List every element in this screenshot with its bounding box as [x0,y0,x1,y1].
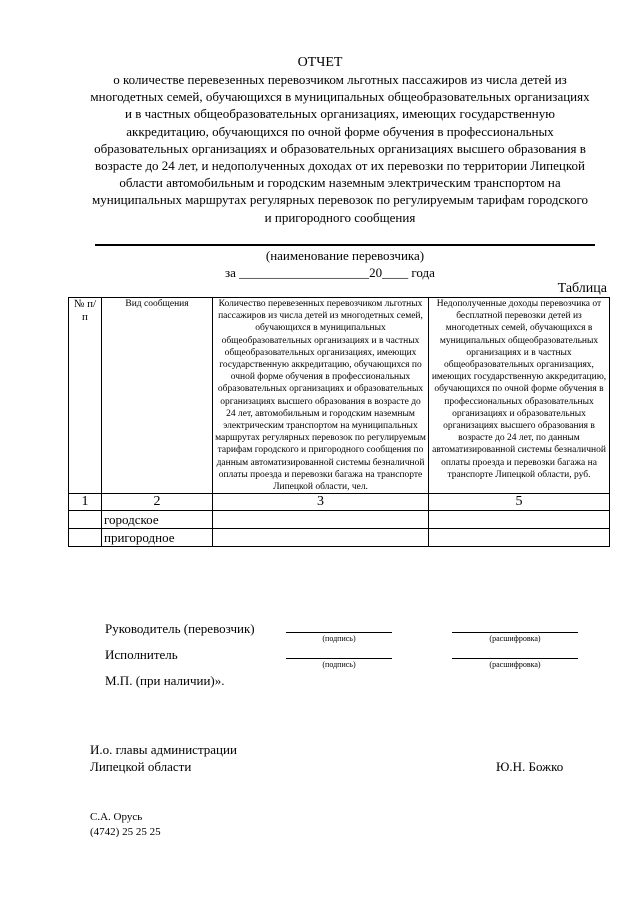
head-decode-caption: (расшифровка) [489,634,541,643]
row-income [429,511,610,529]
row-type: пригородное [102,529,213,547]
head-signature-line [286,632,392,633]
index-cell: 1 [69,494,102,511]
executor-decode-caption: (расшифровка) [489,660,541,669]
row-count [213,529,429,547]
report-table [68,297,610,547]
row-num [69,529,102,547]
acting-name: Ю.Н. Божко [496,759,564,774]
header-income: Недополученные доходы перевозчика от бесплатной перевозки детей из многодетных семей, обучающихся в муниципальных общеобразовательных организациях и в частных общеобразовательных организациях, имеющих государственную аккредитацию, обучающихся по очной форме обучения в профессиональных образовательных организациях и образовательных организациях высшего образования в возрасте до 24 лет, по данным автоматизированной системы безналичной оплаты проезда и перевозки багажа на транспорте Липецкой области, руб. [429,298,610,494]
acting-title-line2: Липецкой области [90,759,192,774]
index-cell: 3 [213,494,429,511]
index-cell: 2 [102,494,213,511]
table-row [69,529,610,547]
row-income [429,529,610,547]
acting-title-line1: И.о. главы администрации [90,742,237,757]
table-index-row [69,494,610,511]
row-num [69,511,102,529]
carrier-caption: (наименование перевозчика) [265,248,425,263]
period-line: за ____________________20____ года [225,265,435,280]
document-title: ОТЧЕТ [297,55,343,70]
executor-signature-caption: (подпись) [322,660,356,669]
head-decode-line [452,632,578,633]
table-label: Таблица [557,281,607,296]
carrier-name-line [95,244,595,246]
document-subtitle: о количестве перевезенных перевозчиком льготных пассажиров из числа детей из многодетных семей, обучающихся в муниципальных общеобразовательных организациях и в частных общеобразовательных организациях, имеющих государственную аккредитацию, обучающихся по очной форме обучения в профессиональных образовательных организациях и образовательных организациях высшего образования в возрасте до 24 лет, и недополученных доходах от их перевозки по территории Липецкой области автомобильным и городским наземным электрическим транспортом на муниципальных маршрутах регулярных перевозок по регулируемым тарифам городского и пригородного сообщения [90,72,590,225]
index-cell: 5 [429,494,610,511]
table-row [69,511,610,529]
stamp-label: М.П. (при наличии)». [105,673,225,688]
head-signature-caption: (подпись) [322,634,356,643]
executor-phone: (4742) 25 25 25 [90,826,161,838]
head-label: Руководитель (перевозчик) [105,621,255,636]
executor-decode-line [452,658,578,659]
row-count [213,511,429,529]
executor-label: Исполнитель [105,647,178,662]
header-num: № п/п [69,298,102,494]
header-type: Вид сообщения [102,298,213,494]
executor-signature-line [286,658,392,659]
header-count: Количество перевезенных перевозчиком льготных пассажиров из числа детей из многодетных семей, обучающихся в муниципальных общеобразовательных организациях и в частных общеобразовательных организациях, имеющих государственную аккредитацию, обучающихся по очной форме обучения в профессиональных образовательных организациях и образовательных организациях высшего образования в возрасте до 24 лет, автомобильным и городским наземным электрическим транспортом на муниципальных маршрутах регулярных перевозок по регулируемым тарифам городского и пригородного сообщения по данным автоматизированной системы безналичной оплаты проезда и перевозки багажа на транспорте Липецкой области, чел. [213,298,429,494]
table-header-row [69,298,610,494]
executor-name: С.А. Орусь [90,811,143,823]
row-type: городское [102,511,213,529]
